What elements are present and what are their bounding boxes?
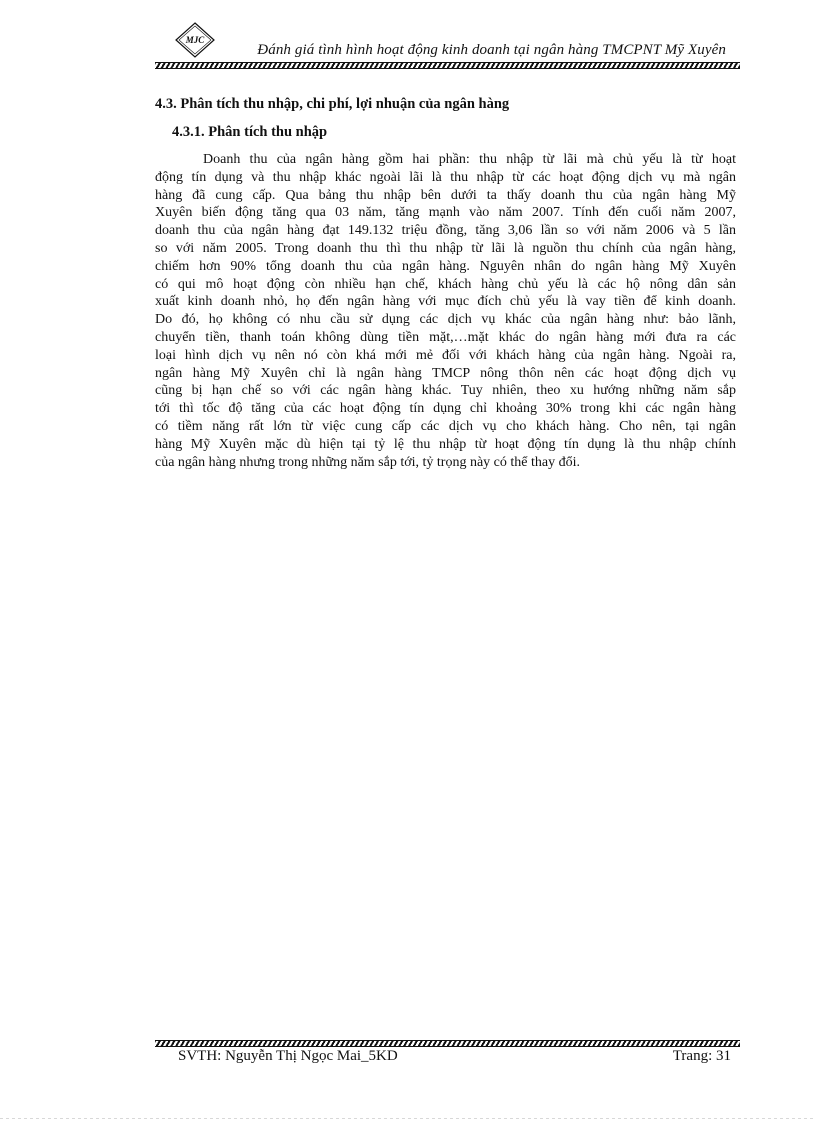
paragraph-line: động tín dụng và thu nhập khác ngoài lãi là thu nhập từ các hoạt động dịch vụ mà ngân <box>155 169 736 185</box>
footer-page-number: Trang: 31 <box>672 1048 731 1064</box>
page-header <box>155 18 740 68</box>
body-paragraph <box>155 151 736 471</box>
paragraph-line: loại hình dịch vụ nên nó còn khá mới mẻ đối với khách hàng của ngân hàng. Ngoài ra, <box>155 347 736 363</box>
paragraph-line: của ngân hàng nhưng trong những năm sắp tới, tỷ trọng này có thể thay đổi. <box>155 454 580 470</box>
mjc-logo-icon <box>175 22 215 58</box>
paragraph-line: tới thì tốc độ tăng của các hoạt động tín dụng chỉ khoảng 30% trong khi các ngân hàng <box>155 401 736 417</box>
paragraph-line: cũng bị hạn chế so với các ngân hàng khác. Tuy nhiên, theo xu hướng những năm sắp <box>155 383 736 399</box>
paragraph-line: chuyển tiền, thanh toán không dùng tiền mặt,…mặt khác do ngân hàng mới đưa ra các <box>155 329 736 345</box>
header-title: Đánh giá tình hình hoạt động kinh doanh tại ngân hàng TMCPNT Mỹ Xuyên <box>257 42 726 58</box>
paragraph-line: có qui mô hoạt động còn nhiều hạn chế, khách hàng chủ yếu là các hộ nông dân sản <box>155 276 736 292</box>
subsection-heading: 4.3.1. Phân tích thu nhập <box>172 124 328 140</box>
paragraph-line: doanh thu của ngân hàng đạt 149.132 triệu đồng, tăng 3,06 lần so với năm 2006 và 5 lần <box>155 223 736 239</box>
paragraph-line: ngân hàng Mỹ Xuyên chỉ là ngân hàng TMCP nông thôn nên các hoạt động dịch vụ <box>155 365 736 381</box>
footer-author: SVTH: Nguyễn Thị Ngọc Mai_5KD <box>178 1048 398 1064</box>
paragraph-line: Doanh thu của ngân hàng gồm hai phần: thu nhập từ lãi mà chủ yếu là từ hoạt <box>203 152 736 167</box>
paragraph-line: Xuyên biến động tăng qua 03 năm, tăng mạnh vào năm 2007. Tính đến cuối năm 2007, <box>155 205 736 221</box>
footer-divider <box>155 1040 740 1047</box>
paragraph-line: xuất kinh doanh nhỏ, họ đến ngân hàng với mục đích chủ yếu là vay tiền để kinh doanh. <box>155 294 736 310</box>
logo-text: MJC <box>185 35 205 45</box>
paragraph-line: hàng Mỹ Xuyên mặc dù hiện tại tỷ lệ thu nhập từ hoạt động tín dụng là thu nhập chính <box>155 436 736 452</box>
paragraph-line: hàng đã cung cấp. Qua bảng thu nhập bên dưới ta thấy doanh thu của ngân hàng Mỹ <box>155 187 736 203</box>
paragraph-line: Do đó, họ không có nhu cầu sử dụng các dịch vụ khác của ngân hàng như: bảo lãnh, <box>155 312 736 328</box>
paragraph-line: so với năm 2005. Trong doanh thu thì thu nhập từ lãi là nguồn thu chính của ngân hàng, <box>155 240 736 256</box>
header-divider <box>155 62 740 69</box>
section-heading: 4.3. Phân tích thu nhập, chi phí, lợi nhuận của ngân hàng <box>155 96 510 112</box>
page-edge-divider <box>0 1118 816 1119</box>
paragraph-line: có tiềm năng rất lớn từ việc cung cấp các dịch vụ cho khách hàng. Cho nên, tại ngân <box>155 418 736 434</box>
paragraph-line: chiếm hơn 90% tổng doanh thu của ngân hàng. Nguyên nhân do ngân hàng Mỹ Xuyên <box>155 258 736 274</box>
